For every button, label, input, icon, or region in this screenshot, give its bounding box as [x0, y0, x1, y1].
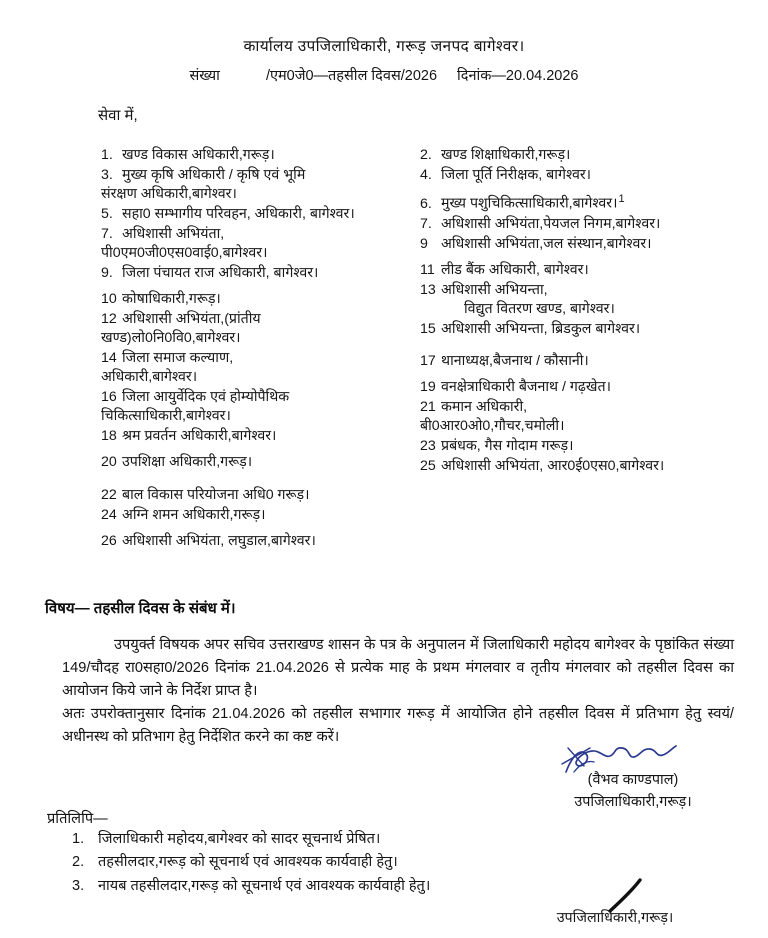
- recipient-text: लीड बैंक अधिकारी, बागेश्वर।: [441, 261, 589, 278]
- recipient-text: मुख्य पशुचिकित्साधिकारी,बागेश्वर।: [441, 195, 618, 212]
- recipient-item: [101, 146, 421, 165]
- recipient-number: 2.: [420, 147, 432, 163]
- recipient-number: 4.: [420, 167, 432, 184]
- recipient-item: [420, 215, 765, 234]
- recipient-text: खण्ड शिक्षाधिकारी,गरूड़।: [441, 147, 571, 163]
- recipient-item: [420, 166, 765, 185]
- salutation: सेवा में,: [98, 107, 138, 124]
- letter-body: [62, 634, 734, 749]
- recipient-item: [101, 166, 421, 204]
- subject-line: विषय— तहसील दिवस के संबंध में।: [45, 600, 236, 617]
- recipient-item: [420, 437, 765, 456]
- letter-header: [0, 0, 768, 85]
- recipient-number: 3.: [101, 167, 113, 184]
- office-title: कार्यालय उपजिलाधिकारी, गरूड़ जनपद बागेश्वर।: [243, 38, 525, 55]
- recipients-right-column: [420, 146, 765, 477]
- recipient-text: कमान अधिकारी,: [441, 399, 528, 416]
- recipient-text: जिला पंचायत राज अधिकारी, बागेश्वर।: [122, 265, 319, 282]
- recipient-text: जिला आयुर्वेदिक एवं होम्योपैथिक: [122, 389, 290, 406]
- recipient-item: [101, 349, 421, 387]
- recipient-item: [420, 235, 765, 254]
- recipient-number: 13: [420, 281, 436, 298]
- recipient-item: [420, 398, 765, 436]
- recipient-text: अधिशासी अभियंता,पेयजल निगम,बागेश्वर।: [441, 215, 661, 232]
- recipient-number: 12: [101, 311, 117, 328]
- recipient-text: जिला समाज कल्याण,: [122, 350, 234, 367]
- recipient-number: 7.: [420, 215, 432, 232]
- reference-line: [0, 65, 768, 85]
- copy-to-item: [72, 875, 692, 898]
- recipient-text: अधिशासी अभियंता,जल संस्थान,बागेश्वर।: [441, 235, 652, 252]
- recipient-text: खण्ड विकास अधिकारी,गरूड़।: [122, 147, 275, 163]
- body-paragraph-2: अतः उपरोक्तानुसार दिनांक 21.04.2026 को तहसील सभागार गरूड़ में आयोजित होने तहसील दिवस में प्रतिभाग हेतु स्वयं/अधीनस्थ को प्रतिभाग हेतु निर्देशित करने का कष्ट करें।: [62, 706, 734, 746]
- recipient-number: 14: [101, 350, 117, 367]
- recipient-item: [420, 378, 765, 397]
- recipient-number: 7.: [101, 226, 113, 243]
- recipient-item: [101, 453, 421, 472]
- recipient-text: प्रबंधक, गैस गोदाम गरूड़।: [441, 438, 574, 455]
- recipient-item: [101, 506, 421, 525]
- recipient-number: 10: [101, 291, 117, 308]
- recipient-text: अग्नि शमन अधिकारी,गरूड़।: [122, 506, 266, 523]
- signatory-name: (वैभव काण्डपाल): [587, 772, 679, 788]
- reference-label: संख्या: [189, 68, 220, 84]
- recipient-item: [101, 290, 421, 309]
- recipient-item: [101, 225, 421, 263]
- recipient-text-continued: चिकित्साधिकारी,बागेश्वर।: [101, 408, 231, 425]
- recipient-item: [101, 310, 421, 348]
- recipient-text: अधिशासी अभियंता,: [122, 226, 225, 243]
- recipient-text-continued: बी0आर0ओ0,गौचर,चमोली।: [420, 418, 565, 435]
- recipient-number: 21: [420, 399, 436, 416]
- copy-to-item-number: 1.: [72, 831, 85, 847]
- recipient-number: 9: [420, 235, 428, 252]
- signatory-designation: उपजिलाधिकारी,गरूड़।: [574, 793, 692, 810]
- recipient-text: सहा0 सम्भागीय परिवहन, अधिकारी, बागेश्वर।: [122, 206, 355, 223]
- recipient-number: 25: [420, 458, 436, 475]
- recipient-item: [101, 205, 421, 224]
- recipient-item: [101, 486, 421, 505]
- recipient-number: 23: [420, 438, 436, 455]
- recipient-text: वनक्षेत्राधिकारी बैजनाथ / गढ़खेत।: [441, 379, 611, 396]
- recipient-text: थानाध्यक्ष,बैजनाथ / कौसानी।: [441, 353, 589, 370]
- recipient-text: अधिशासी अभियंता,(प्रांतीय: [122, 311, 261, 328]
- recipient-number: 15: [420, 320, 436, 337]
- recipient-item: [420, 457, 765, 476]
- recipient-item: [101, 427, 421, 446]
- recipients-section: [0, 146, 768, 566]
- copy-to-list: [72, 828, 692, 898]
- recipient-number: 20: [101, 454, 117, 471]
- recipient-number: 19: [420, 379, 436, 396]
- reference-date: दिनांक—20.04.2026: [457, 68, 579, 84]
- recipient-text: कोषाधिकारी,गरूड़।: [122, 291, 221, 308]
- copy-to-item-text: तहसीलदार,गरूड़ को सूचनार्थ एवं आवश्यक कार्यवाही हेतु।: [98, 854, 398, 871]
- recipient-text: अधिशासी अभियन्ता, ब्रिडकुल बागेश्वर।: [441, 320, 641, 337]
- copy-to-item-text: नायब तहसीलदार,गरूड़ को सूचनार्थ एवं आवश्यक कार्यवाही हेतु।: [98, 877, 431, 894]
- recipient-item: [420, 146, 765, 165]
- recipient-text: अधिशासी अभियंता, लघुडाल,बागेश्वर।: [122, 532, 316, 549]
- recipient-text: मुख्य कृषि अधिकारी / कृषि एवं भूमि: [122, 167, 306, 184]
- recipient-number: 5.: [101, 206, 113, 223]
- recipient-text: जिला पूर्ति निरीक्षक, बागेश्वर।: [441, 167, 592, 184]
- recipient-item: [420, 261, 765, 280]
- recipient-item: [420, 192, 765, 214]
- copy-to-item-text: जिलाधिकारी महोदय,बागेश्वर को सादर सूचनार्थ प्रेषित।: [98, 831, 381, 847]
- recipient-item: [420, 352, 765, 371]
- reference-number: /एम0जे0—तहसील दिवस/2026: [265, 68, 438, 84]
- copy-to-item: [72, 828, 692, 851]
- copy-to-item-number: 3.: [72, 877, 85, 894]
- recipient-item: [420, 320, 765, 339]
- footer-signature-designation: उपजिलाधिकारी,गरूड़।: [556, 910, 674, 926]
- copy-to-item: [72, 851, 692, 874]
- recipient-item: [420, 281, 765, 319]
- recipient-text: उपशिक्षा अधिकारी,गरूड़।: [122, 454, 253, 471]
- recipient-item: [101, 264, 421, 283]
- recipient-text-continued: विद्युत वितरण खण्ड, बागेश्वर।: [464, 300, 615, 317]
- recipient-text: बाल विकास परियोजना अधि0 गरूड़।: [122, 486, 310, 503]
- recipient-text-continued: पी0एम0जी0एस0वाई0,बागेश्वर।: [101, 245, 268, 262]
- recipient-text: अधिशासी अभियंता, आर0ई0एस0,बागेश्वर।: [441, 458, 665, 475]
- signature-block: [508, 770, 758, 813]
- copy-to-item-number: 2.: [72, 854, 85, 871]
- recipient-text: श्रम प्रवर्तन अधिकारी,बागेश्वर।: [122, 428, 277, 445]
- recipient-text: अधिशासी अभियन्ता,: [441, 281, 548, 298]
- recipient-number: 11: [420, 261, 435, 278]
- stray-ink-mark: 1: [618, 193, 625, 206]
- recipients-left-column: [101, 146, 421, 552]
- copy-to-label: प्रतिलिपि—: [47, 811, 108, 827]
- recipient-number: 22: [101, 486, 117, 503]
- recipient-number: 6.: [420, 195, 432, 212]
- recipient-number: 9.: [101, 265, 113, 282]
- recipient-text-continued: खण्ड)लो0नि0वि0,बागेश्वर।: [101, 330, 241, 347]
- recipient-number: 24: [101, 506, 117, 523]
- recipient-text-continued: संरक्षण अधिकारी,बागेश्वर।: [101, 186, 237, 203]
- recipient-number: 26: [101, 532, 117, 549]
- body-paragraph-1: उपयुर्क्त विषयक अपर सचिव उत्तराखण्ड शासन के पत्र के अनुपालन में जिलाधिकारी महोदय बागेश्वर के पृष्ठांकित संख्या 149/चौदह रा0सहा0/2026 दिनांक 21.04.2026 से प्रत्येक माह के प्रथम मंगलवार व तृतीय मंगलवार को तहसील दिवस का आयोजन किये जाने के निर्देश प्राप्त है।: [62, 637, 734, 700]
- recipient-text-continued: अधिकारी,बागेश्वर।: [101, 369, 198, 386]
- recipient-number: 1.: [101, 147, 113, 163]
- recipient-number: 16: [101, 389, 117, 406]
- recipient-item: [101, 388, 421, 426]
- recipient-number: 18: [101, 428, 117, 445]
- recipient-number: 17: [420, 353, 436, 370]
- recipient-item: [101, 532, 421, 551]
